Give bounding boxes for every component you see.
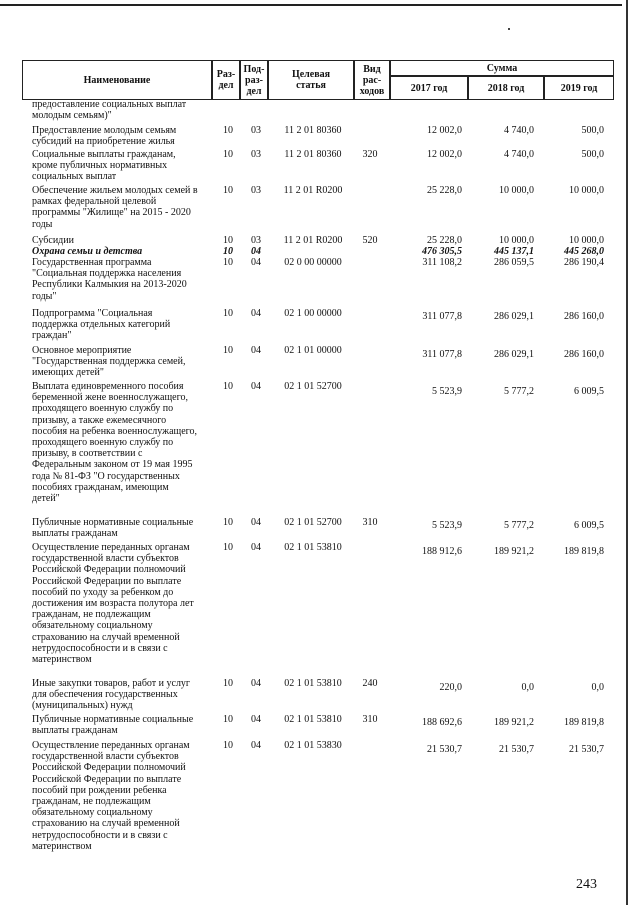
- row-razdel: 10: [223, 235, 233, 246]
- top-border-line: [0, 4, 622, 6]
- row-sum-2019: 286 190,4: [564, 257, 604, 268]
- header-razdel: Раз- дел: [212, 60, 240, 100]
- row-name: Подпрограмма "Социальная поддержка отдельных категорий граждан": [32, 308, 171, 342]
- row-target-article: 02 1 01 53810: [284, 714, 342, 725]
- row-name: Государственная программа "Социальная поддержка населения Республики Калмыкия на 2013-2020 годы": [32, 257, 187, 302]
- table-header: [22, 60, 614, 100]
- row-sum-2018: 21 530,7: [499, 744, 534, 755]
- row-sum-2018: 286 029,1: [494, 311, 534, 322]
- row-sum-2019: 6 009,5: [574, 386, 604, 397]
- row-podrazdel: 04: [251, 308, 261, 319]
- row-target-article: 02 1 01 52700: [284, 381, 342, 392]
- row-sum-2017: 188 912,6: [422, 546, 462, 557]
- row-podrazdel: 04: [251, 381, 261, 392]
- row-razdel: 10: [223, 740, 233, 751]
- row-sum-2018: 286 059,5: [494, 257, 534, 268]
- row-sum-2017: 188 692,6: [422, 717, 462, 728]
- row-name: Субсидии: [32, 235, 74, 246]
- page-right-edge: [626, 0, 628, 905]
- row-name: Социальные выплаты гражданам, кроме публичных нормативных социальных выплат: [32, 149, 176, 183]
- row-sum-2019: 189 819,8: [564, 717, 604, 728]
- row-sum-2017: 220,0: [439, 682, 462, 693]
- row-name: Обеспечение жильем молодых семей в рамках федеральной целевой программы "Жилище" на 2015 - 2020 годы: [32, 185, 198, 230]
- row-sum-2018: 4 740,0: [504, 149, 534, 160]
- row-podrazdel: 04: [251, 246, 261, 257]
- row-name: Публичные нормативные социальные выплаты гражданам: [32, 714, 194, 737]
- row-expense-type: 320: [362, 149, 378, 160]
- row-target-article: 11 2 01 80360: [284, 149, 342, 160]
- row-name: предоставление социальных выплат молодым семьям)": [32, 99, 187, 122]
- row-name: Охрана семьи и детства: [32, 246, 143, 257]
- row-sum-2018: 10 000,0: [499, 185, 534, 196]
- row-razdel: 10: [223, 257, 233, 268]
- row-sum-2018: 189 921,2: [494, 546, 534, 557]
- row-sum-2018: 4 740,0: [504, 125, 534, 136]
- row-sum-2017: 12 002,0: [427, 149, 462, 160]
- row-sum-2019: 500,0: [581, 149, 604, 160]
- row-name: Осуществление переданных органам государственной власти субъектов Российской Федерации полномочий Российской Федерации по выплате пособий при рождении ребенка гражданам, не подлежащим обязательному социальному страхованию на случай временной нетрудоспособности и в связи с материнством: [32, 740, 190, 852]
- row-razdel: 10: [223, 246, 233, 257]
- row-target-article: 02 1 01 00000: [284, 345, 342, 356]
- row-target-article: 02 0 00 00000: [284, 257, 342, 268]
- row-target-article: 11 2 01 80360: [284, 125, 342, 136]
- row-sum-2017: 476 305,5: [422, 246, 462, 257]
- row-podrazdel: 04: [251, 517, 261, 528]
- row-sum-2018: 189 921,2: [494, 717, 534, 728]
- row-podrazdel: 03: [251, 185, 261, 196]
- row-sum-2017: 21 530,7: [427, 744, 462, 755]
- row-podrazdel: 04: [251, 714, 261, 725]
- row-podrazdel: 04: [251, 678, 261, 689]
- row-expense-type: 520: [362, 235, 378, 246]
- row-sum-2019: 500,0: [581, 125, 604, 136]
- row-razdel: 10: [223, 517, 233, 528]
- row-sum-2019: 445 268,0: [564, 246, 604, 257]
- row-expense-type: 240: [362, 678, 378, 689]
- page-number: 243: [576, 877, 597, 892]
- row-sum-2018: 0,0: [521, 682, 534, 693]
- row-name: Основное мероприятие "Государственная поддержка семей, имеющих детей": [32, 345, 186, 379]
- row-sum-2017: 12 002,0: [427, 125, 462, 136]
- row-podrazdel: 04: [251, 257, 261, 268]
- row-expense-type: 310: [362, 517, 378, 528]
- row-name: Выплата единовременного пособия беременной жене военнослужащего, проходящего военную службу по призыву, а также ежемесячного пособия на ребенка военнослужащего, проходящего военную службу по призыву, в соответствии с Федеральным законом от 19 мая 1995 года № 81-ФЗ "О государственных пособиях гражданам, имеющим детей": [32, 381, 197, 505]
- row-sum-2018: 5 777,2: [504, 520, 534, 531]
- row-name: Публичные нормативные социальные выплаты гражданам: [32, 517, 194, 540]
- row-target-article: 02 1 01 52700: [284, 517, 342, 528]
- row-sum-2017: 5 523,9: [432, 520, 462, 531]
- row-name: Иные закупки товаров, работ и услуг для обеспечения государственных (муниципальных) нужд: [32, 678, 191, 712]
- row-razdel: 10: [223, 714, 233, 725]
- row-podrazdel: 03: [251, 235, 261, 246]
- row-sum-2018: 10 000,0: [499, 235, 534, 246]
- row-razdel: 10: [223, 125, 233, 136]
- row-expense-type: 310: [362, 714, 378, 725]
- row-sum-2019: 0,0: [591, 682, 604, 693]
- header-sum: Сумма: [390, 60, 614, 76]
- row-sum-2019: 21 530,7: [569, 744, 604, 755]
- row-podrazdel: 04: [251, 542, 261, 553]
- header-year-2017: 2017 год: [390, 76, 468, 100]
- row-podrazdel: 03: [251, 149, 261, 160]
- row-sum-2017: 25 228,0: [427, 235, 462, 246]
- row-sum-2019: 10 000,0: [569, 235, 604, 246]
- row-sum-2018: 445 137,1: [494, 246, 534, 257]
- row-razdel: 10: [223, 308, 233, 319]
- row-sum-2019: 189 819,8: [564, 546, 604, 557]
- row-sum-2018: 286 029,1: [494, 349, 534, 360]
- row-razdel: 10: [223, 185, 233, 196]
- row-target-article: 02 1 00 00000: [284, 308, 342, 319]
- row-target-article: 11 2 01 R0200: [283, 185, 343, 196]
- row-target-article: 11 2 01 R0200: [283, 235, 343, 246]
- row-sum-2017: 311 108,2: [422, 257, 462, 268]
- header-name: Наименование: [22, 60, 212, 100]
- row-name: Осуществление переданных органам государственной власти субъектов Российской Федерации полномочий Российской Федерации по выплате пособий по уходу за ребенком до достижения им возраста полутора лет гражданам, не подлежащим обязательному социальному страхованию на случай временной нетрудоспособности и в связи с материнством: [32, 542, 194, 666]
- row-name: Предоставление молодым семьям субсидий на приобретение жилья: [32, 125, 177, 148]
- row-sum-2017: 311 077,8: [422, 349, 462, 360]
- row-razdel: 10: [223, 345, 233, 356]
- row-sum-2017: 25 228,0: [427, 185, 462, 196]
- row-target-article: 02 1 01 53810: [284, 678, 342, 689]
- row-podrazdel: 04: [251, 740, 261, 751]
- scan-speck: [508, 28, 510, 30]
- header-year-2019: 2019 год: [544, 76, 614, 100]
- row-sum-2019: 6 009,5: [574, 520, 604, 531]
- row-podrazdel: 03: [251, 125, 261, 136]
- row-sum-2019: 10 000,0: [569, 185, 604, 196]
- row-razdel: 10: [223, 381, 233, 392]
- row-razdel: 10: [223, 542, 233, 553]
- row-target-article: 02 1 01 53810: [284, 542, 342, 553]
- row-sum-2017: 311 077,8: [422, 311, 462, 322]
- row-sum-2018: 5 777,2: [504, 386, 534, 397]
- row-sum-2019: 286 160,0: [564, 311, 604, 322]
- row-razdel: 10: [223, 678, 233, 689]
- row-podrazdel: 04: [251, 345, 261, 356]
- header-podrazdel: Под- раз- дел: [240, 60, 268, 100]
- row-sum-2017: 5 523,9: [432, 386, 462, 397]
- header-year-2018: 2018 год: [468, 76, 544, 100]
- header-expense-type: Вид рас- ходов: [354, 60, 390, 100]
- row-sum-2019: 286 160,0: [564, 349, 604, 360]
- header-target-article: Целевая статья: [268, 60, 354, 100]
- row-razdel: 10: [223, 149, 233, 160]
- row-target-article: 02 1 01 53830: [284, 740, 342, 751]
